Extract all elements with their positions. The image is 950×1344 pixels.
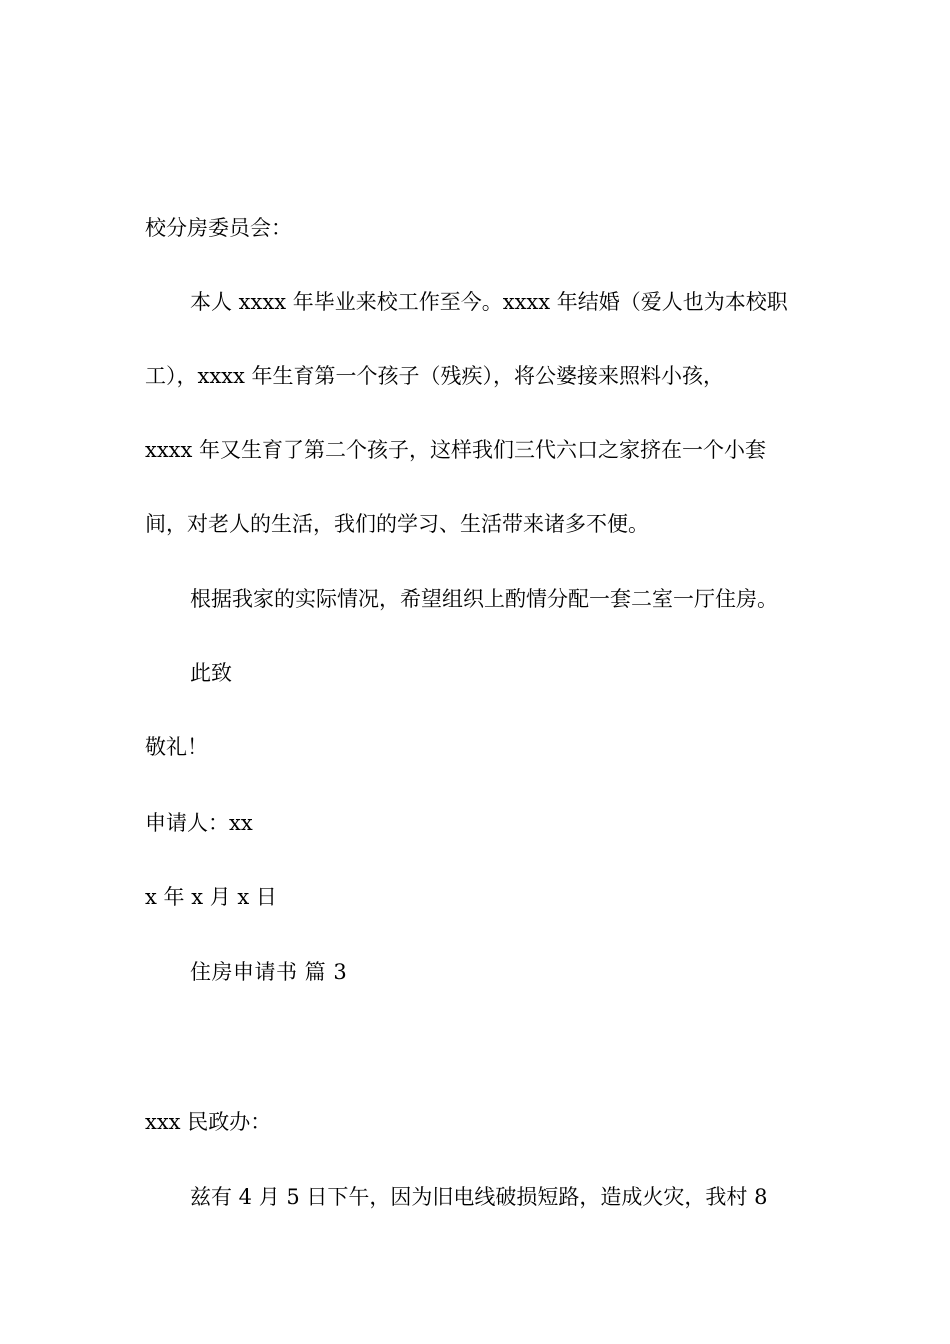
applicant-line: 申请人：xx (145, 811, 253, 835)
body-paragraph-line-2: 工），xxxx 年生育第一个孩子（残疾），将公婆接来照料小孩， (145, 364, 725, 388)
salutation-civil-affairs: xxx 民政办： (145, 1110, 272, 1134)
date-line: x 年 x 月 x 日 (145, 885, 277, 909)
closing-jing-li: 敬礼！ (145, 735, 208, 759)
body-paragraph-line-1: 本人 xxxx 年毕业来校工作至今。xxxx 年结婚（爱人也为本校职 (190, 290, 788, 314)
body-paragraph-line-4: 间，对老人的生活，我们的学习、生活带来诸多不便。 (145, 512, 649, 536)
body-paragraph-line-3: xxxx 年又生育了第二个孩子，这样我们三代六口之家挤在一个小套 (145, 438, 767, 462)
request-paragraph: 根据我家的实际情况，希望组织上酌情分配一套二室一厅住房。 (190, 587, 778, 611)
salutation-committee: 校分房委员会： (145, 216, 292, 240)
incident-paragraph-start: 兹有 4 月 5 日下午，因为旧电线破损短路，造成火灾，我村 8 (190, 1185, 768, 1209)
section-title: 住房申请书 篇 3 (190, 960, 348, 984)
closing-ci-zhi: 此致 (190, 661, 232, 685)
